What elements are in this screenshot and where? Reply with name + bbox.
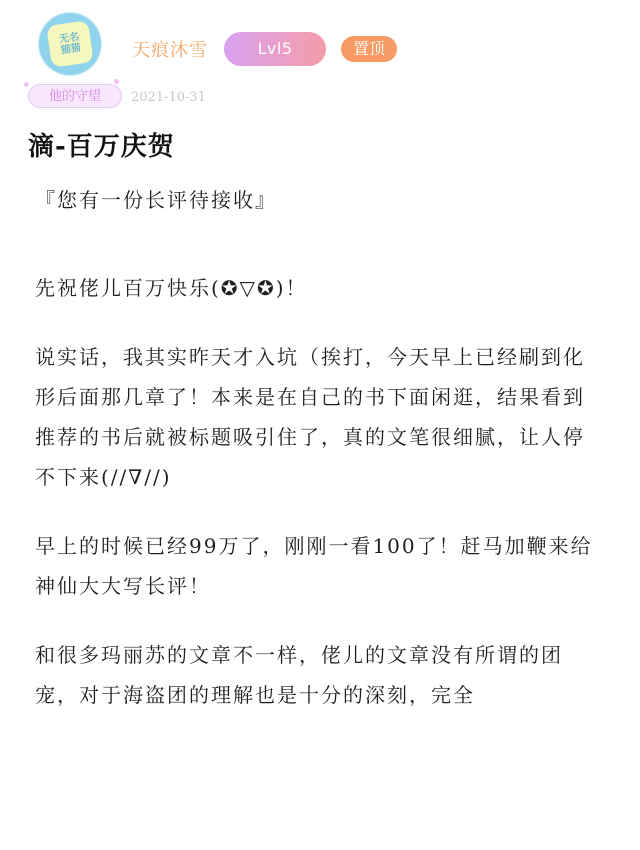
decorative-dot [114,79,119,84]
guardian-tag: 他的守望 [28,84,122,108]
avatar-text-bottom: 猫猫 [60,42,82,57]
post-paragraph: 早上的时候已经99万了，刚刚一看100了！赶马加鞭来给神仙大大写长评！ [35,534,593,598]
post-date: 2021-10-31 [131,90,206,105]
avatar-image [46,20,93,67]
username[interactable]: 天痕沐雪 [132,40,208,61]
post-content [35,180,605,744]
post-paragraph: 先祝佬儿百万快乐(✪▽✪)！ [35,276,308,300]
decorative-dot [24,82,29,87]
pinned-badge: 置顶 [341,36,397,62]
post-paragraph: 说实话，我其实昨天才入坑（挨打，今天早上已经刷到化形后面那几章了！本来是在自己的书下面闲逛，结果看到推荐的书后就被标题吸引住了，真的文笔很细腻，让人停不下来(//∇//) [35,345,585,489]
level-badge: Lvl5 [224,32,326,66]
post-paragraph: 『您有一份长评待接收』 [35,188,277,212]
post-title: 滴-百万庆贺 [28,132,175,162]
avatar-text-top: 无名 [58,31,80,46]
post-paragraph: 和很多玛丽苏的文章不一样，佬儿的文章没有所谓的团宠，对于海盗团的理解也是十分的深刻，完全 [35,643,563,707]
avatar[interactable] [38,12,102,76]
post-header [0,0,640,120]
